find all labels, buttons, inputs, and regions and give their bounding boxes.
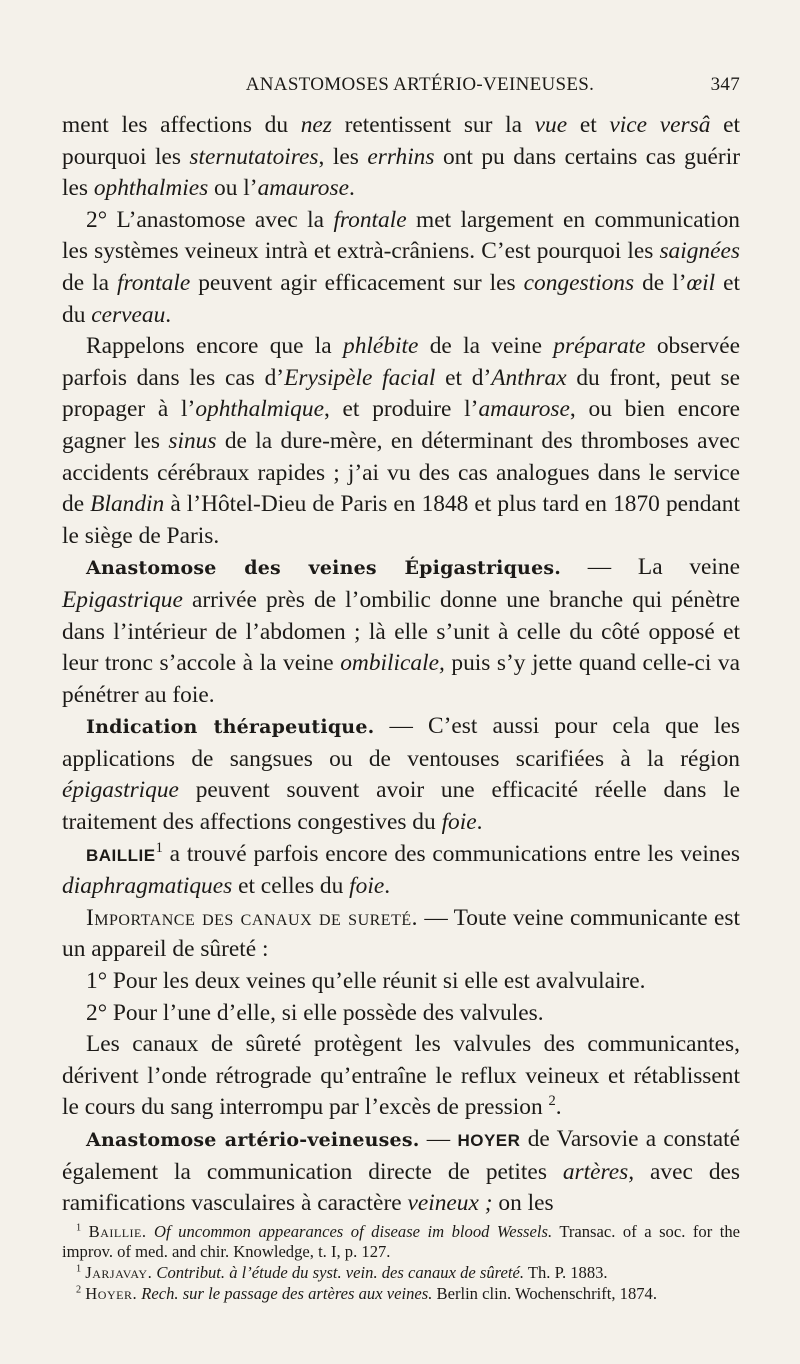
text-run: peuvent souvent avoir une efficacité réelle dans le traitement des affections congestives du bbox=[62, 777, 740, 836]
text-run: de l’ bbox=[634, 269, 687, 296]
text-run: met largement en communication les systèmes veineux intrà et extrà-crâniens. C’est pourquoi les bbox=[62, 206, 740, 265]
footnote bbox=[62, 1222, 740, 1262]
footnote-title: Rech. sur le passage des artères aux veines. bbox=[141, 1284, 433, 1303]
text-run: . bbox=[555, 1094, 562, 1121]
text-run: ont pu dans certains cas guérir les bbox=[62, 143, 741, 202]
paragraph-5 bbox=[62, 711, 740, 838]
footnote-author: Jarjavay. bbox=[85, 1263, 153, 1282]
italic-term: sternutatoires bbox=[189, 143, 319, 170]
italic-term: Blandin bbox=[90, 491, 165, 518]
text-run: — La veine bbox=[561, 554, 740, 581]
italic-term: diaphragmatiques bbox=[62, 873, 233, 900]
italic-term: épigastrique bbox=[62, 777, 179, 804]
italic-term: artères, bbox=[562, 1158, 635, 1185]
text-run: . bbox=[384, 873, 391, 900]
italic-term: foie bbox=[441, 809, 477, 836]
italic-term: congestions bbox=[523, 269, 635, 296]
text-run: et du bbox=[62, 269, 740, 328]
text-run: avec des ramifications vasculaires à caractère bbox=[62, 1158, 740, 1217]
section-heading: Importance des canaux de sureté. bbox=[86, 904, 418, 931]
list-item-2: 2° Pour l’une d’elle, si elle possède des valvules. bbox=[86, 999, 544, 1026]
paragraph-6 bbox=[62, 839, 740, 903]
author-name: HOYER bbox=[457, 1131, 521, 1150]
footnote-title: Contribut. à l’étude du syst. vein. des canaux de sûreté. bbox=[156, 1263, 524, 1282]
italic-term: sinus bbox=[168, 427, 217, 454]
italic-term: vue bbox=[534, 112, 568, 138]
italic-term: foie bbox=[349, 873, 385, 900]
footnote-text: Transac. of a soc. for the improv. of med. and chir. Knowledge, t. I, p. 127. bbox=[62, 1222, 740, 1261]
footnote-author: Baillie. bbox=[88, 1222, 147, 1241]
italic-term: amaurose bbox=[478, 396, 570, 423]
italic-term: Erysipèle facial bbox=[284, 364, 436, 391]
page-number: 347 bbox=[710, 74, 740, 95]
italic-term: phlébite bbox=[343, 333, 419, 360]
footnote-title: Of uncommon appearances of disease im blood Wessels. bbox=[154, 1222, 553, 1241]
text-run: et celles du bbox=[232, 873, 350, 900]
text-run: , ou bien encore gagner les bbox=[62, 396, 740, 454]
italic-term: ombilicale, bbox=[340, 650, 445, 677]
footnote-text: Th. P. 1883. bbox=[523, 1263, 608, 1282]
text-run: Les canaux de sûreté protègent les valvules des communicantes, dérivent l’onde rétrograde qu’entraîne le reflux veineux et rétablissent le cours du sang interrompu par l’excès de pression bbox=[62, 1031, 740, 1121]
footnote-ref: 1 bbox=[155, 839, 163, 856]
footnote-mark: 1 bbox=[76, 1263, 82, 1275]
text-run: . bbox=[348, 175, 355, 202]
text-run: et pourquoi les bbox=[62, 112, 741, 170]
text-run: observée parfois dans les cas d’ bbox=[62, 333, 740, 391]
text-run: , les bbox=[318, 143, 368, 170]
text-run: de la dure-mère, en déterminant des thromboses avec accidents cérébraux rapides ; j’ai vu des cas analogues dans le service de bbox=[62, 427, 740, 518]
text-run: , et produire l’ bbox=[323, 396, 479, 423]
text-run: de la veine bbox=[418, 333, 554, 360]
italic-term: vice versâ bbox=[609, 112, 711, 138]
italic-term: Anthrax bbox=[491, 364, 567, 391]
footnote bbox=[62, 1284, 740, 1304]
text-run: — Toute veine communicante est un appareil de sûreté : bbox=[62, 904, 740, 963]
footnotes bbox=[62, 1222, 740, 1305]
italic-term: ophthalmique bbox=[195, 396, 324, 423]
footnote bbox=[62, 1263, 740, 1283]
italic-term: préparate bbox=[553, 333, 646, 360]
text-run: retentissent sur la bbox=[331, 112, 535, 138]
main-text bbox=[62, 110, 740, 1220]
text-run: ou l’ bbox=[208, 175, 258, 202]
running-title: ANASTOMOSES ARTÉRIO-VEINEUSES. bbox=[245, 74, 595, 95]
section-heading: Anastomose artério-veineuses. bbox=[86, 1129, 420, 1151]
italic-term: amaurose bbox=[257, 175, 349, 202]
italic-term: œil bbox=[686, 269, 716, 296]
paragraph-3 bbox=[62, 331, 740, 552]
italic-term: Epigastrique bbox=[62, 586, 183, 613]
paragraph-1 bbox=[62, 110, 740, 205]
text-run: a trouvé parfois encore des communications entre les veines bbox=[162, 840, 740, 867]
text-run: . bbox=[165, 301, 172, 328]
text-run: on les bbox=[492, 1190, 554, 1217]
text-run: — C’est aussi pour cela que les applications de sangsues ou de ventouses scarifiées à la région bbox=[62, 713, 740, 772]
text-run: peuvent agir efficacement sur les bbox=[190, 269, 524, 296]
footnote-text: Berlin clin. Wochenschrift, 1874. bbox=[432, 1284, 657, 1303]
italic-term: frontale bbox=[117, 269, 191, 296]
text-run: de la bbox=[62, 269, 117, 296]
paragraph-11 bbox=[62, 1124, 740, 1220]
text-run: . bbox=[476, 809, 483, 836]
text-run: — bbox=[419, 1126, 458, 1152]
text-run: puis s’y jette quand celle-ci va pénétrer au foie. bbox=[62, 650, 740, 708]
section-heading: Anastomose des veines Épigastriques. bbox=[86, 557, 562, 580]
italic-term: frontale bbox=[333, 206, 407, 233]
text-run: arrivée près de l’ombilic donne une branche qui pénètre dans l’intérieur de l’abdomen ; là elle s’unit à celle du côté opposé et leur tronc s’accole à la veine bbox=[62, 586, 740, 677]
paragraph-4 bbox=[62, 552, 740, 711]
italic-term: saignées bbox=[659, 238, 740, 265]
running-header bbox=[60, 74, 740, 96]
text-run: à l’Hôtel-Dieu de Paris en 1848 et plus tard en 1870 pendant le siège de Paris. bbox=[62, 491, 740, 549]
italic-term: ophthalmies bbox=[93, 175, 209, 202]
author-name: BAILLIE bbox=[86, 845, 156, 865]
text-run: 2° L’anastomose avec la bbox=[86, 206, 334, 233]
text-run: et bbox=[567, 112, 610, 138]
text-run: du front, peut se propager à l’ bbox=[62, 364, 741, 423]
footnote-mark: 2 bbox=[76, 1284, 82, 1296]
footnote-author: Hoyer. bbox=[85, 1284, 138, 1303]
footnote-mark: 1 bbox=[76, 1222, 82, 1234]
italic-term: errhins bbox=[367, 143, 435, 170]
text-run: de Varsovie a constaté également la communication directe de petites bbox=[62, 1126, 740, 1185]
paragraph-7 bbox=[62, 903, 740, 966]
italic-term: veineux ; bbox=[407, 1190, 493, 1217]
paragraph-10 bbox=[62, 1029, 740, 1124]
text-run: ment les affections du bbox=[62, 112, 301, 138]
list-item-1: 1° Pour les deux veines qu’elle réunit si elle est avalvulaire. bbox=[86, 968, 646, 995]
section-heading: Indication thérapeutique. bbox=[86, 716, 375, 739]
paragraph-2 bbox=[62, 205, 740, 331]
text-run: et d’ bbox=[435, 364, 492, 391]
italic-term: nez bbox=[300, 112, 332, 138]
text-run: Rappelons encore que la bbox=[86, 333, 344, 360]
italic-term: cerveau bbox=[91, 301, 166, 328]
footnote-ref: 2 bbox=[548, 1093, 556, 1110]
